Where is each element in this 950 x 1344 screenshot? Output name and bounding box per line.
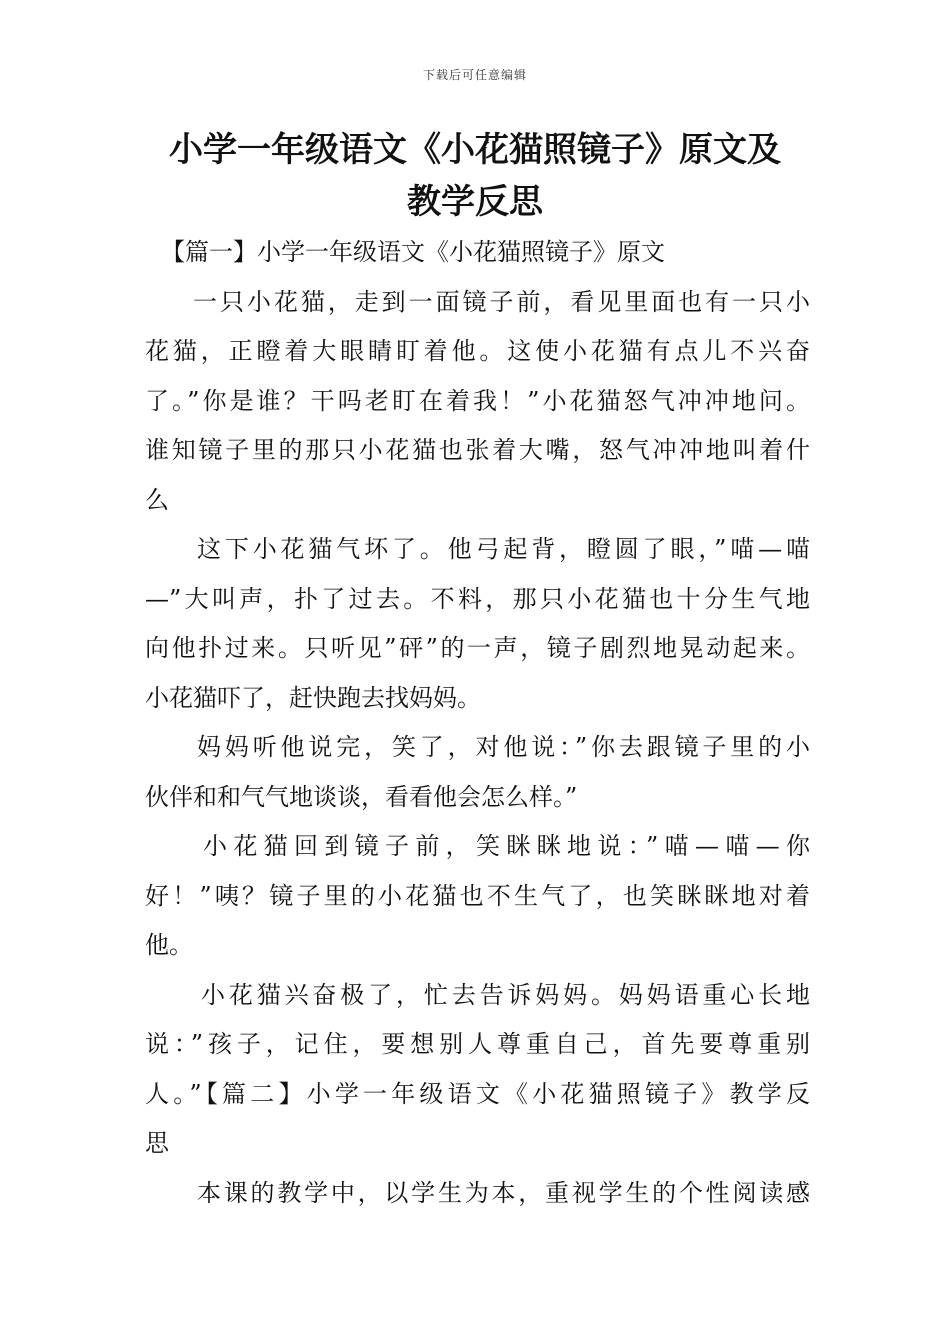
- text-line: 好！”咦？镜子里的小花猫也不生气了，也笑眯眯地对着: [145, 881, 810, 910]
- text-line: 伙伴和和气气地谈谈，看看他会怎么样。”: [145, 782, 578, 811]
- title-line-2: 教学反思: [407, 182, 543, 222]
- section-heading-1: 【篇一】小学一年级语文《小花猫照镜子》原文: [161, 238, 665, 266]
- document-title: [120, 124, 830, 228]
- text-line: 思: [145, 1129, 169, 1157]
- text-line: 这下小花猫气坏了。他弓起背，瞪圆了眼，”喵—喵: [197, 535, 810, 563]
- text-line: 花猫，正瞪着大眼睛盯着他。这使小花猫有点儿不兴奋: [145, 337, 810, 365]
- text-line: 人。”【篇二】小学一年级语文《小花猫照镜子》教学反: [145, 1079, 810, 1108]
- title-line-1: 小学一年级语文《小花猫照镜子》原文及: [169, 130, 781, 170]
- text-line: 妈妈听他说完，笑了，对他说：”你去跟镜子里的小: [197, 733, 810, 761]
- document-body: [145, 228, 810, 1218]
- text-line: 么: [145, 485, 169, 514]
- text-line: 一只小花猫，走到一面镜子前，看见里面也有一只小: [193, 287, 810, 316]
- text-line: 谁知镜子里的那只小花猫也张着大嘴，怒气冲冲地叫着什: [145, 436, 810, 464]
- text-line: 小花猫吓了，赶快跑去找妈妈。: [145, 683, 481, 712]
- text-line: 他。: [145, 931, 193, 959]
- text-line: 小花猫兴奋极了，忙去告诉妈妈。妈妈语重心长地: [201, 980, 810, 1009]
- text-line: —”大叫声，扑了过去。不料，那只小花猫也十分生气地: [145, 584, 810, 613]
- text-line: 向他扑过来。只听见”砰”的一声，镜子剧烈地晃动起来。: [145, 634, 810, 662]
- text-line: 说：”孩子，记住，要想别人尊重自己，首先要尊重别: [145, 1030, 810, 1058]
- text-line: 小花猫回到镜子前，笑眯眯地说：”喵—喵—你: [203, 832, 810, 860]
- header-note: 下载后可任意编辑: [422, 68, 527, 82]
- text-line: 了。”你是谁？干吗老盯在着我！”小花猫怒气冲冲地问。: [145, 386, 810, 415]
- text-line: 本课的教学中，以学生为本，重视学生的个性阅读感: [197, 1178, 810, 1207]
